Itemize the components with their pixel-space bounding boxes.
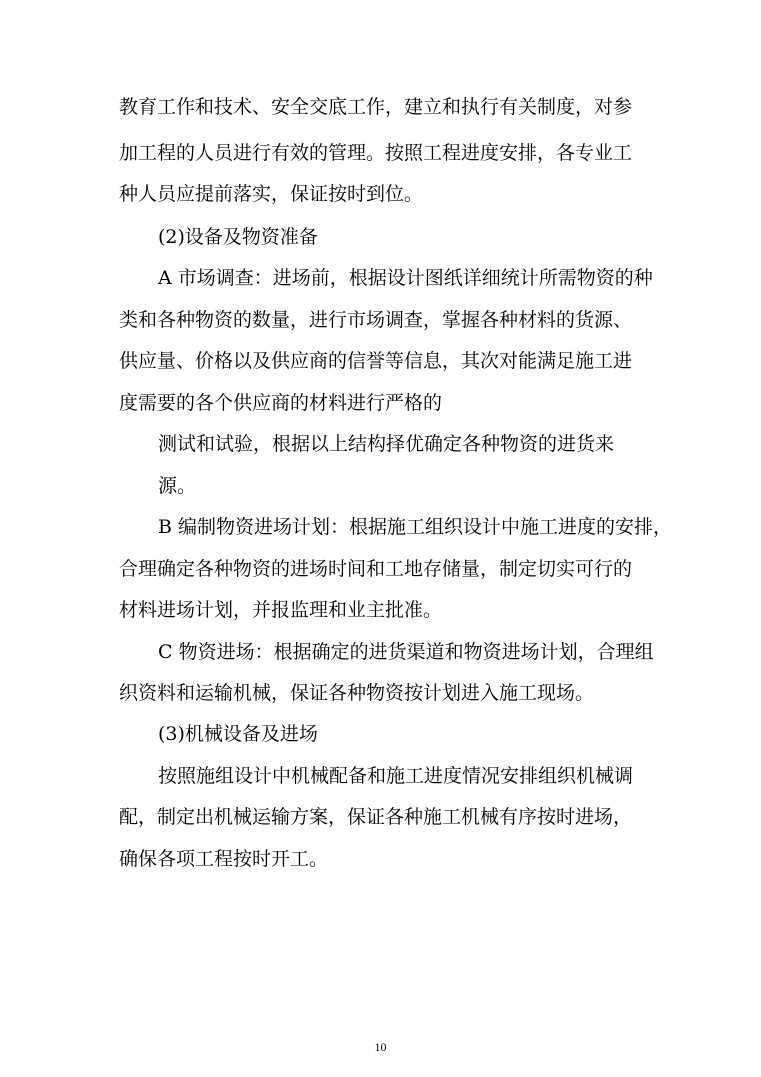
text-line: 合理确定各种物资的进场时间和工地存储量，制定切实可行的	[119, 558, 633, 580]
text-line: A 市场调查：进场前，根据设计图纸详细统计所需物资的种	[158, 267, 653, 289]
page-number: 10	[374, 1040, 387, 1054]
text-line: 按照施组设计中机械配备和施工进度情况安排组织机械调	[158, 765, 634, 787]
text-line: 源。	[158, 475, 197, 497]
text-line: 织资料和运输机械，保证各种物资按计划进入施工现场。	[119, 682, 595, 704]
section-heading: (3)机械设备及进场	[158, 723, 318, 745]
text-line: 确保各项工程按时开工。	[119, 848, 329, 870]
text-line: 种人员应提前落实，保证按时到位。	[119, 183, 424, 205]
text-line: 教育工作和技术、安全交底工作，建立和执行有关制度，对参	[119, 96, 633, 118]
text-line: 类和各种物资的数量，进行市场调查，掌握各种材料的货源、	[119, 309, 633, 331]
text-line: 度需要的各个供应商的材料进行严格的	[119, 392, 443, 414]
text-line: C 物资进场：根据确定的进货渠道和物资进场计划，合理组	[158, 641, 654, 663]
text-line: 配，制定出机械运输方案，保证各种施工机械有序按时进场，	[119, 806, 633, 828]
text-line: B 编制物资进场计划：根据施工组织设计中施工进度的安排，	[158, 516, 673, 538]
text-line: 材料进场计划，并报监理和业主批准。	[119, 599, 443, 621]
text-line: 测试和试验，根据以上结构择优确定各种物资的进货来	[158, 433, 615, 455]
text-line: 加工程的人员进行有效的管理。按照工程进度安排，各专业工	[119, 142, 633, 164]
section-heading: (2)设备及物资准备	[158, 226, 318, 248]
text-line: 供应量、价格以及供应商的信誉等信息，其次对能满足施工进	[119, 350, 633, 372]
